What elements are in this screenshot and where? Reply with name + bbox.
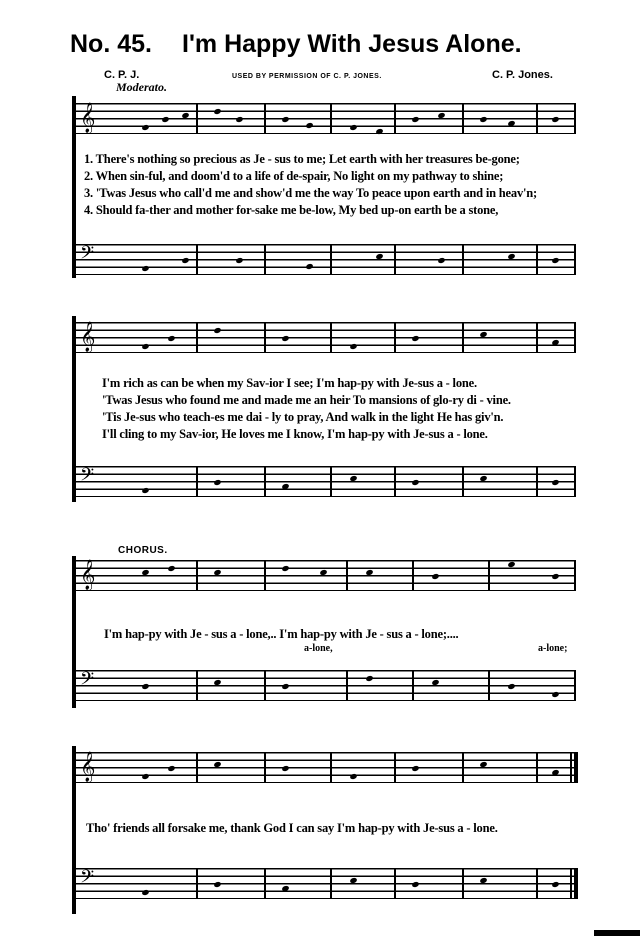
note (411, 765, 419, 772)
note (319, 569, 327, 576)
note (281, 483, 289, 490)
barline (330, 466, 332, 497)
note (181, 112, 189, 119)
barline (264, 103, 266, 134)
note (479, 331, 487, 338)
barline (330, 322, 332, 353)
barline (264, 560, 266, 591)
note (349, 343, 357, 350)
hymn-number: No. 45. (70, 30, 152, 58)
barline (394, 322, 396, 353)
final-barline (570, 752, 572, 783)
note (437, 257, 445, 264)
note (349, 475, 357, 482)
barline (412, 560, 414, 591)
note (349, 773, 357, 780)
note (141, 487, 149, 494)
bass-staff (76, 868, 576, 899)
treble-clef-icon: 𝄞 (80, 560, 96, 589)
verse-line-3: 3. 'Twas Jesus who call'd me and show'd me the way To peace upon earth and in heav'n; (84, 186, 537, 200)
bass-clef-icon: 𝄢 (80, 866, 95, 891)
verse-line-2-cont: 'Twas Jesus who found me and made me an heir To mansions of glo-ry di - vine. (102, 393, 511, 407)
barline (264, 868, 266, 899)
barline (330, 244, 332, 275)
note (479, 475, 487, 482)
barline (264, 244, 266, 275)
note (305, 122, 313, 129)
note (305, 263, 313, 270)
barline (394, 752, 396, 783)
barline (462, 322, 464, 353)
note (235, 257, 243, 264)
page-edge-mark (594, 930, 640, 936)
barline (394, 103, 396, 134)
verse-line-4-cont: I'll cling to my Sav-ior, He loves me I know, I'm hap-py with Je-sus a - lone. (102, 427, 488, 441)
note (551, 257, 559, 264)
treble-staff (76, 560, 576, 591)
bass-staff (76, 244, 576, 275)
barline (394, 466, 396, 497)
treble-staff (76, 103, 576, 134)
barline (462, 752, 464, 783)
barline (196, 670, 198, 701)
barline (462, 103, 464, 134)
note (141, 569, 149, 576)
barline (462, 466, 464, 497)
bass-clef-icon: 𝄢 (80, 668, 95, 693)
note (141, 683, 149, 690)
note (507, 683, 515, 690)
note (431, 679, 439, 686)
barline (330, 752, 332, 783)
tempo-marking: Moderato. (116, 80, 167, 94)
note (411, 116, 419, 123)
composer-name: C. P. Jones. (492, 69, 553, 81)
barline (196, 103, 198, 134)
note (281, 335, 289, 342)
barline (264, 752, 266, 783)
note (141, 124, 149, 131)
note (479, 877, 487, 884)
note (213, 881, 221, 888)
note (551, 769, 559, 776)
note (213, 479, 221, 486)
note (281, 885, 289, 892)
note (507, 253, 515, 260)
barline (462, 868, 464, 899)
note (437, 112, 445, 119)
barline (196, 752, 198, 783)
note (365, 569, 373, 576)
note (281, 683, 289, 690)
barline (536, 103, 538, 134)
final-barline-thick (574, 868, 578, 899)
chorus-echo-2: a-lone; (538, 643, 568, 654)
barline (574, 670, 576, 701)
note (551, 573, 559, 580)
barline (536, 466, 538, 497)
note (141, 889, 149, 896)
chorus-line-1: I'm hap-py with Je - sus a - lone,.. I'm hap-py with Je - sus a - lone;.... (104, 627, 459, 641)
barline (264, 466, 266, 497)
treble-clef-icon: 𝄞 (80, 752, 96, 781)
bass-clef-icon: 𝄢 (80, 464, 95, 489)
note (479, 761, 487, 768)
note (411, 479, 419, 486)
chorus-label: CHORUS. (118, 545, 168, 556)
verse-line-3-cont: 'Tis Je-sus who teach-es me dai - ly to pray, And walk in the light He has giv'n. (102, 410, 504, 424)
note (181, 257, 189, 264)
note (213, 679, 221, 686)
note (281, 116, 289, 123)
barline (536, 322, 538, 353)
barline (330, 868, 332, 899)
note (375, 253, 383, 260)
barline (394, 868, 396, 899)
note (411, 881, 419, 888)
note (167, 335, 175, 342)
treble-clef-icon: 𝄞 (80, 322, 96, 351)
barline (412, 670, 414, 701)
note (551, 691, 559, 698)
barline (264, 670, 266, 701)
note (551, 881, 559, 888)
barline (346, 560, 348, 591)
note (551, 116, 559, 123)
note (141, 773, 149, 780)
note (507, 120, 515, 127)
barline (196, 322, 198, 353)
barline (196, 560, 198, 591)
author-initials: C. P. J. (104, 69, 140, 81)
barline (330, 103, 332, 134)
note (375, 128, 383, 135)
note (213, 569, 221, 576)
barline (196, 466, 198, 497)
note (507, 561, 515, 568)
bass-staff (76, 670, 576, 701)
treble-clef-icon: 𝄞 (80, 103, 96, 132)
permission-note: USED BY PERMISSION OF C. P. JONES. (232, 73, 382, 80)
treble-staff (76, 322, 576, 353)
barline (574, 560, 576, 591)
barline (196, 868, 198, 899)
barline (346, 670, 348, 701)
barline (574, 244, 576, 275)
final-barline (570, 868, 572, 899)
barline (264, 322, 266, 353)
note (551, 479, 559, 486)
note (213, 327, 221, 334)
note (431, 573, 439, 580)
barline (574, 103, 576, 134)
barline (196, 244, 198, 275)
barline (488, 560, 490, 591)
barline (462, 244, 464, 275)
note (551, 339, 559, 346)
bass-staff (76, 466, 576, 497)
chorus-echo-1: a-lone, (304, 643, 333, 654)
verse-line-1: 1. There's nothing so precious as Je - sus to me; Let earth with her treasures be-gone; (84, 152, 520, 166)
note (213, 761, 221, 768)
verse-line-4: 4. Should fa-ther and mother for-sake me be-low, My bed up-on earth be a stone, (84, 203, 499, 217)
note (281, 765, 289, 772)
barline (394, 244, 396, 275)
title-row (70, 30, 570, 60)
note (161, 116, 169, 123)
note (349, 877, 357, 884)
note (141, 343, 149, 350)
barline (536, 868, 538, 899)
note (167, 565, 175, 572)
barline (536, 752, 538, 783)
treble-staff (76, 752, 576, 783)
note (213, 108, 221, 115)
barline (574, 322, 576, 353)
hymn-title: I'm Happy With Jesus Alone. (182, 30, 522, 58)
final-barline-thick (574, 752, 578, 783)
note (167, 765, 175, 772)
note (141, 265, 149, 272)
barline (574, 466, 576, 497)
barline (536, 244, 538, 275)
note (281, 565, 289, 572)
chorus-line-2: Tho' friends all forsake me, thank God I can say I'm hap-py with Je-sus a - lone. (86, 821, 498, 835)
verse-line-2: 2. When sin-ful, and doom'd to a life of de-spair, No light on my pathway to shine; (84, 169, 504, 183)
note (479, 116, 487, 123)
note (411, 335, 419, 342)
note (235, 116, 243, 123)
bass-clef-icon: 𝄢 (80, 242, 95, 267)
barline (488, 670, 490, 701)
note (365, 675, 373, 682)
verse-line-1-cont: I'm rich as can be when my Sav-ior I see; I'm hap-py with Je-sus a - lone. (102, 376, 477, 390)
note (349, 124, 357, 131)
